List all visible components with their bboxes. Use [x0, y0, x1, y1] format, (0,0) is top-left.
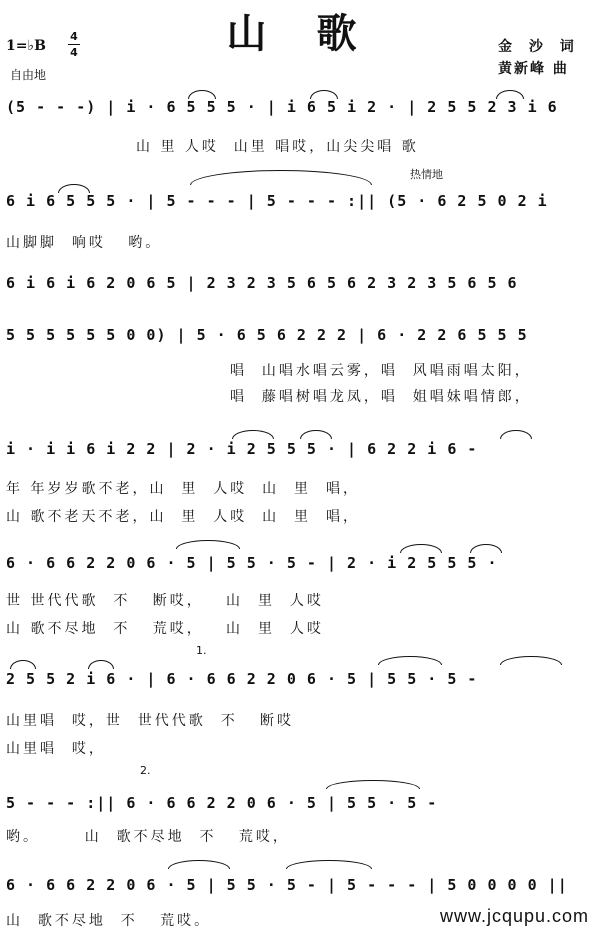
slur	[500, 430, 532, 439]
score-line-3-notes: 6 i 6 i 6 2 0 6 5 | 2 3 2 3 5 6 5 6 2 3 2 3 5 6 5 6	[6, 274, 518, 292]
score-line-6-lyrics-1: 世 世代代歌 不 断哎， 山 里 人哎	[6, 593, 324, 609]
slur	[10, 660, 36, 669]
score-line-6-notes: 6 · 6 6 2 2 0 6 · 5 | 5 5 · 5 - | 2 · i 2 5 5 5 ·	[6, 554, 498, 572]
key-signature: 1=♭B	[6, 38, 46, 54]
score-line-5-lyrics-1: 年 年岁岁歌不老，山 里 人哎 山 里 唱，	[6, 481, 360, 497]
score-line-9-notes: 6 · 6 6 2 2 0 6 · 5 | 5 5 · 5 - | 5 - - - | 5 0 0 0 0 ||	[6, 876, 568, 894]
expression-marking: 热情地	[410, 168, 443, 181]
score-line-5-notes: i · i i 6 i 2 2 | 2 · i 2 5 5 5 · | 6 2 2 i 6 -	[6, 440, 478, 458]
tie	[190, 170, 372, 185]
score-line-8-notes: 5 - - - :|| 6 · 6 6 2 2 0 6 · 5 | 5 5 · 5 -	[6, 794, 438, 812]
slur	[58, 184, 90, 193]
slur	[470, 544, 502, 553]
slur	[500, 656, 562, 665]
slur	[168, 860, 230, 869]
slur	[286, 860, 372, 869]
slur	[378, 656, 442, 665]
slur	[188, 90, 216, 99]
score-line-6-lyrics-2: 山 歌不尽地 不 荒哎， 山 里 人哎	[6, 621, 324, 637]
meter-bottom: 4	[70, 46, 78, 59]
slur	[496, 90, 524, 99]
slur	[310, 90, 338, 99]
score-line-7-lyrics-1: 山里唱 哎，世 世代代歌 不 断哎	[6, 713, 295, 729]
score-line-7-lyrics-2: 山里唱 哎，	[6, 741, 106, 757]
slur	[176, 540, 240, 549]
score-line-9-lyrics-1: 山 歌不尽地 不 荒哎。	[6, 913, 212, 929]
score-line-7-notes: 2 5 5 2 i 6 · | 6 · 6 6 2 2 0 6 · 5 | 5 5 · 5 -	[6, 670, 478, 688]
volta-2-marking: 2.	[140, 764, 151, 777]
song-title: 山 歌	[226, 10, 375, 57]
slur	[400, 544, 442, 553]
score-line-8-lyrics-1: 哟。 山 歌不尽地 不 荒哎，	[6, 829, 290, 845]
score-line-4-lyrics-2: 唱 藤唱树唱龙凤，唱 姐唱妹唱情郎，	[230, 389, 532, 405]
lyricist-credit: 金 沙 词	[498, 39, 580, 55]
slur	[326, 780, 420, 789]
volta-1-marking: 1.	[196, 644, 207, 657]
tempo-marking: 自由地	[10, 68, 47, 82]
slur	[232, 430, 274, 439]
score-line-5-lyrics-2: 山 歌不老天不老，山 里 人哎 山 里 唱，	[6, 509, 360, 525]
slur	[88, 660, 114, 669]
score-line-2-lyrics-1: 山脚脚 响哎 哟。	[6, 235, 163, 251]
score-line-1-lyrics-1: 山 里 人哎 山里 唱哎，山尖尖唱 歌	[136, 139, 419, 155]
meter-top: 4	[70, 30, 78, 43]
site-watermark: www.jcqupu.com	[440, 906, 590, 926]
score-line-2-notes: 6 i 6 5 5 5 · | 5 - - - | 5 - - - :|| (5 · 6 2 5 0 2 i	[6, 192, 548, 210]
score-line-4-lyrics-1: 唱 山唱水唱云雾，唱 风唱雨唱太阳，	[230, 363, 532, 379]
score-line-4-notes: 5 5 5 5 5 5 0 0) | 5 · 6 5 6 2 2 2 | 6 · 2 2 6 5 5 5	[6, 326, 528, 344]
score-line-1-notes: (5 - - -) | i · 6 5 5 5 · | i 6 5 i 2 · | 2 5 5 2 3 i 6	[6, 98, 558, 116]
slur	[300, 430, 332, 439]
time-signature	[68, 30, 80, 59]
composer-credit: 黄新峰 曲	[498, 61, 569, 77]
